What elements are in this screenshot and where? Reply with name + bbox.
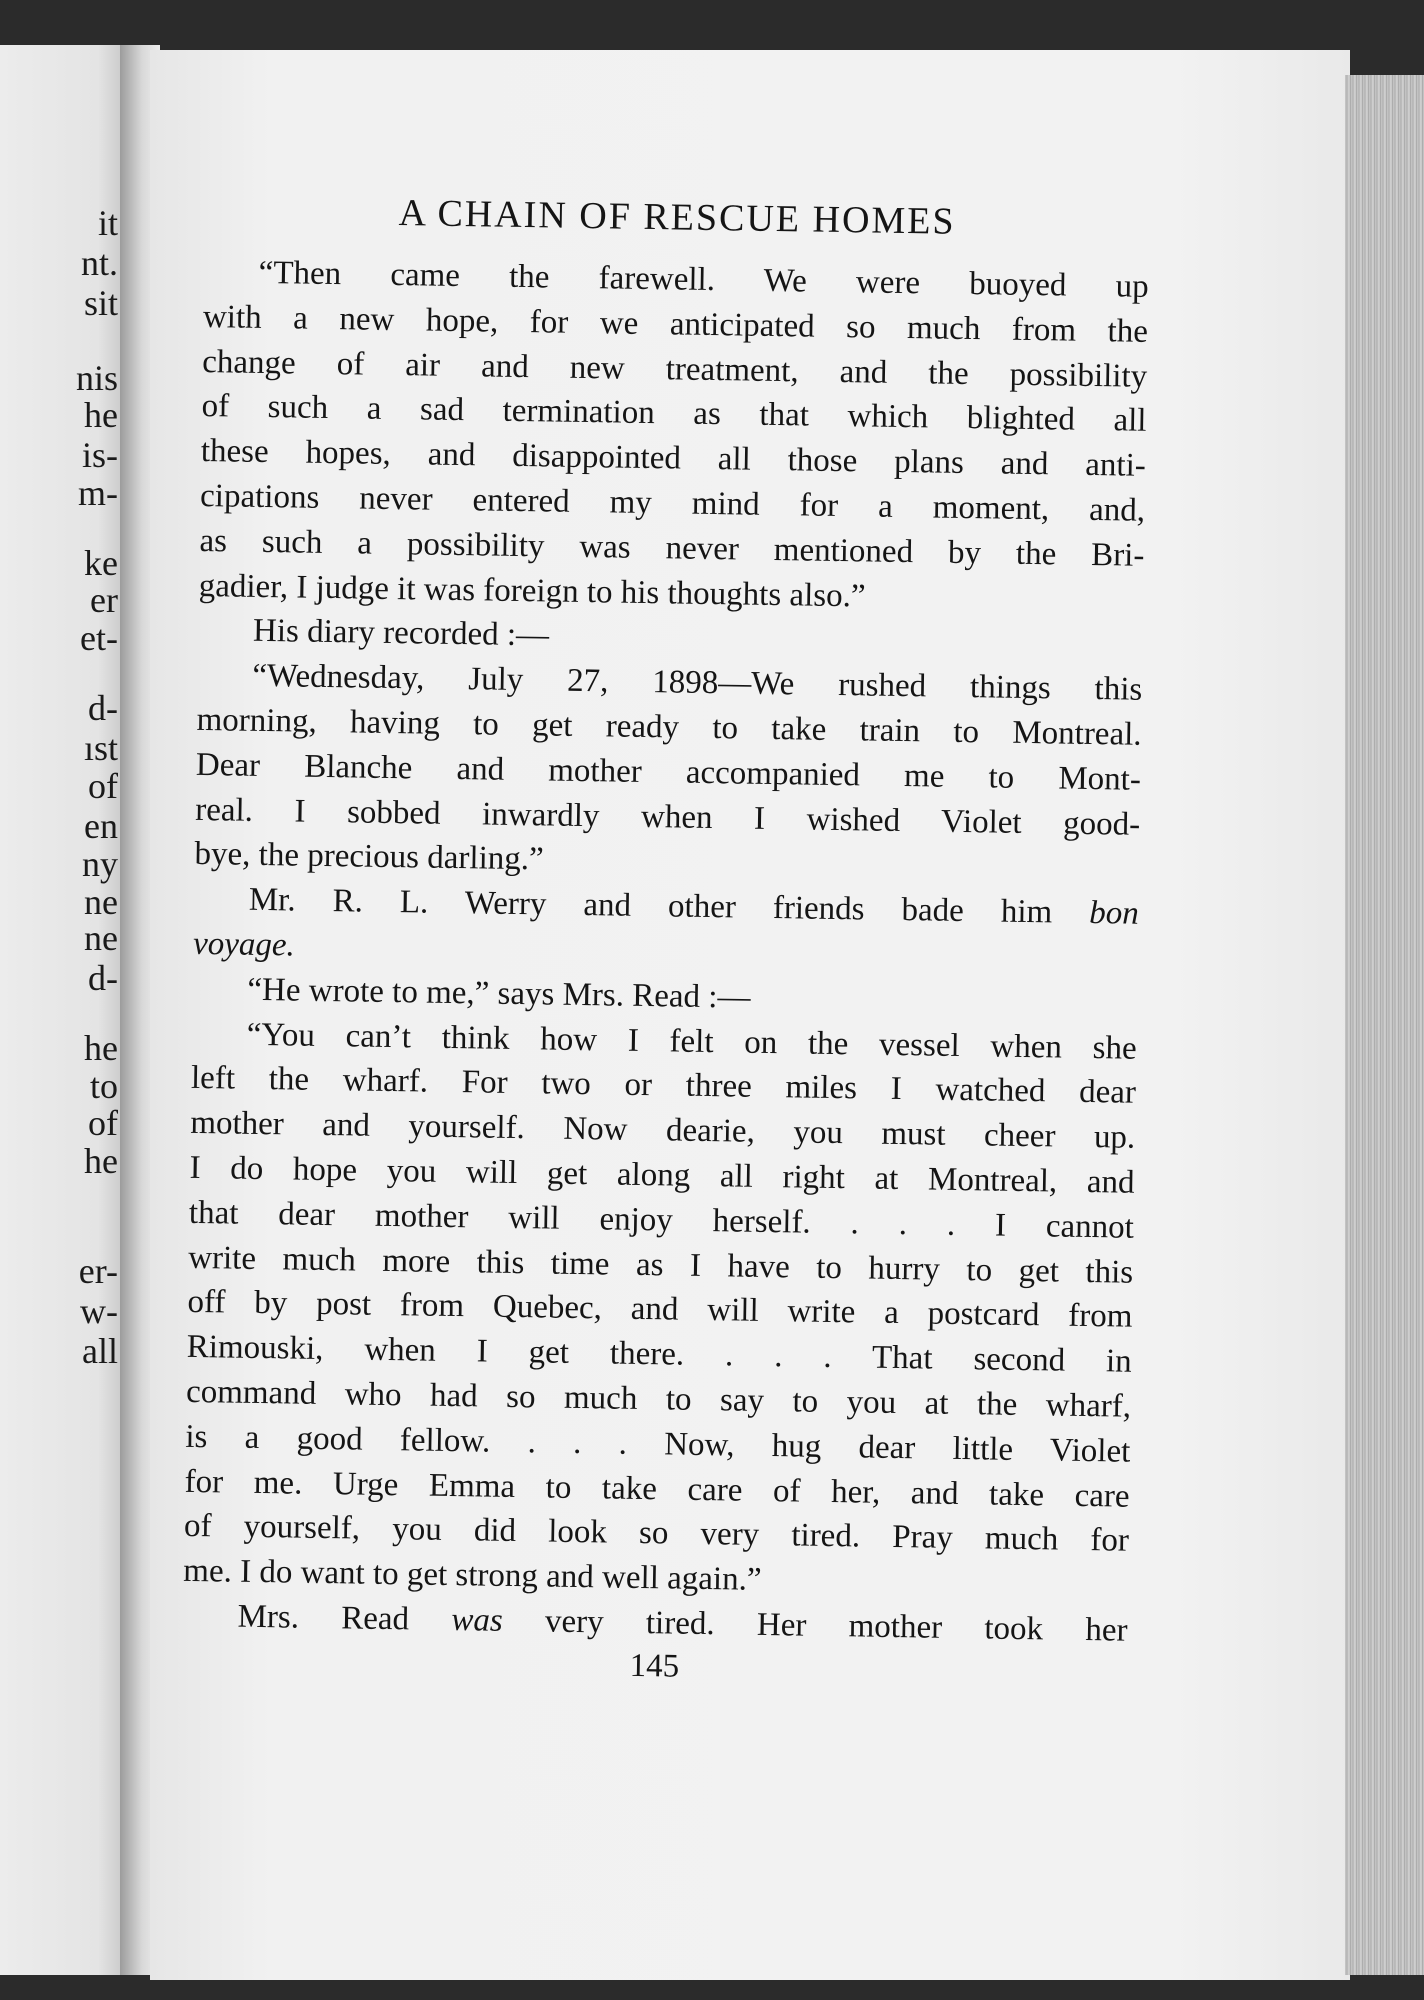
left-page-fragment: ıst	[83, 728, 118, 768]
text-line: real. I sobbed inwardly when I wished Violet good-	[194, 791, 1141, 843]
left-page-fragment: d-	[88, 688, 118, 728]
text-line: that dear mother will enjoy herself. . . . I cannot	[188, 1194, 1135, 1246]
text-line: of yourself, you did look so very tired. Pray much for	[183, 1508, 1130, 1559]
text-line: as such a possibility was never mentioned by the Bri-	[199, 522, 1145, 574]
left-page-fragment: d-	[88, 958, 118, 998]
text-line: write much more this time as I have to hurry to get this	[187, 1239, 1134, 1291]
left-page-fragment: of	[88, 1103, 118, 1143]
text-line: voyage.	[192, 925, 296, 964]
left-page-fragment: w-	[80, 1291, 118, 1331]
left-page-fragment: he	[84, 1141, 118, 1181]
text-line: I do hope you will get along all right at Montreal, and	[189, 1149, 1135, 1201]
text-line: these hopes, and disappointed all those plans and anti-	[200, 433, 1147, 484]
left-page-fragment: er	[90, 580, 118, 620]
left-page-fragment: et-	[80, 618, 118, 658]
text-line: is a good fellow. . . . Now, hug dear little Violet	[185, 1418, 1131, 1470]
left-page-fragment: sit	[83, 283, 118, 323]
text-line: change of air and new treatment, and the possibility	[202, 343, 1148, 395]
left-page-fragment: of	[88, 766, 118, 806]
text-line: “He wrote to me,” says Mrs. Read :—	[247, 971, 751, 1016]
text-line: command who had so much to say to you at the wharf,	[185, 1373, 1132, 1425]
left-page-fragment: en	[84, 806, 118, 846]
text-line: gadier, I judge it was foreign to his thoughts also.”	[198, 567, 866, 615]
body-text	[182, 250, 1149, 1653]
text-line: morning, having to get ready to take train to Montreal.	[196, 701, 1142, 753]
italic-word: was	[451, 1601, 504, 1639]
left-page-fragment: ny	[82, 844, 118, 884]
text-line: off by post from Quebec, and will write a postcard from	[187, 1284, 1133, 1336]
left-page-fragment: it	[97, 203, 118, 243]
left-page-fragment: he	[84, 1028, 118, 1068]
left-page-fragment: to	[89, 1066, 118, 1106]
page-text-block	[182, 190, 1150, 1692]
text-line: “Wednesday, July 27, 1898—We rushed things this	[252, 657, 1143, 708]
left-page-fragment: m-	[78, 473, 118, 513]
text-line: His diary recorded :—	[252, 613, 550, 654]
left-page-edge	[0, 45, 140, 1975]
left-page-fragment: ke	[84, 543, 118, 583]
text-line: for me. Urge Emma to take care of her, and take care	[184, 1463, 1130, 1515]
page-number: 145	[629, 1647, 680, 1685]
text-line: “Then came the farewell. We were buoyed up	[258, 254, 1149, 305]
left-page-fragment: ne	[84, 918, 118, 958]
running-header: A CHAIN OF RESCUE HOMES	[398, 192, 956, 243]
italic-word: bon	[1088, 895, 1140, 932]
text-line: Rimouski, when I get there. . . . That second in	[186, 1328, 1132, 1380]
text-line: mother and yourself. Now dearie, you must cheer up.	[190, 1105, 1136, 1156]
text-line: with a new hope, for we anticipated so much from the	[202, 298, 1149, 350]
text-line: Dear Blanche and mother accompanied me to Mont-	[195, 746, 1142, 798]
text-line: Mrs. Read was very tired. Her mother took her	[237, 1598, 1128, 1649]
text-line: of such a sad termination as that which blighted all	[201, 388, 1147, 440]
left-page-fragment: nt.	[80, 243, 118, 283]
left-page-fragment: nis	[75, 358, 118, 398]
left-page-fragment: er-	[78, 1251, 118, 1291]
page-edges	[1345, 75, 1424, 1975]
left-page-fragment: ne	[84, 882, 118, 922]
text-line: “You can’t think how I felt on the vessel when she	[246, 1016, 1137, 1067]
left-page-fragment: he	[84, 395, 118, 435]
text-line: left the wharf. For two or three miles I watched dear	[190, 1060, 1137, 1112]
text-line: me. I do want to get strong and well again.”	[183, 1552, 762, 1599]
left-page-fragment: is-	[82, 435, 118, 475]
text-line: bye, the precious darling.”	[194, 836, 544, 878]
text-line: cipations never entered my mind for a moment, and,	[199, 477, 1146, 529]
text-line: Mr. R. L. Werry and other friends bade him bon	[248, 881, 1140, 932]
left-page-fragment: all	[82, 1331, 118, 1371]
